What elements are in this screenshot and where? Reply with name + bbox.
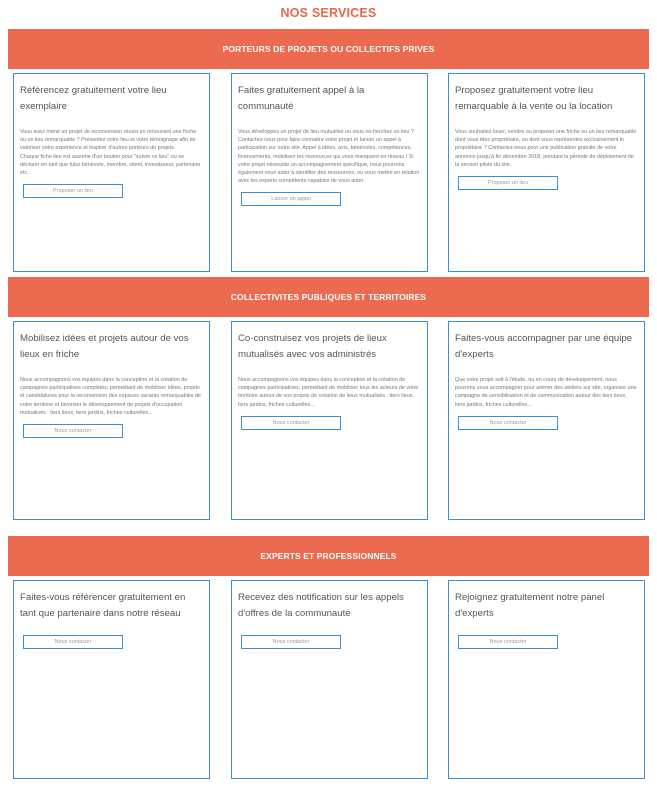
- contact-button[interactable]: Nous contacter: [458, 416, 558, 430]
- section-heading-porteurs: PORTEURS DE PROJETS OU COLLECTIFS PRIVES: [8, 29, 649, 69]
- service-card: [448, 580, 645, 779]
- service-card: [13, 580, 210, 779]
- section-heading-collectivites: COLLECTIVITES PUBLIQUES ET TERRITOIRES: [8, 277, 649, 317]
- card-text: Vous souhaitez louer, vendre ou proposer une friche ou un lieu remarquable dont vous êtes propriétaire, ou dont vous représentez exclusivement le propriétaire ? Contactez-nous pour une publication gratuite de votre annonce jusqu'à fin décembre 2018, pendant la période de déploiement de la version pilote du site.: [455, 129, 637, 168]
- card-title: Proposez gratuitement votre lieu remarquable à la vente ou la location: [455, 85, 613, 112]
- contact-button[interactable]: Nous contacter: [23, 424, 123, 438]
- page-title: NOS SERVICES: [280, 6, 377, 20]
- card-title: Mobilisez idées et projets autour de vos lieux en friche: [20, 333, 189, 360]
- service-card: [231, 73, 428, 272]
- service-card: [448, 321, 645, 520]
- service-card: [231, 580, 428, 779]
- card-text: Que votre projet soit à l'étude, ou en cours de développement, nous pouvons vous accompagner pour animer des ateliers sur site, organiser une campagne de sensibilisation et de communication autour des tiers lieux, tiers jardins, friches culturelles...: [455, 377, 637, 408]
- service-card: [231, 321, 428, 520]
- contact-button[interactable]: Nous contacter: [458, 635, 558, 649]
- card-title: Référencez gratuitement votre lieu exemplaire: [20, 85, 167, 112]
- propose-lieu-button[interactable]: Proposer un lieu: [23, 184, 123, 198]
- contact-button[interactable]: Nous contacter: [23, 635, 123, 649]
- card-title: Faites-vous accompagner par une équipe d'experts: [455, 333, 633, 360]
- card-title: Recevez des notification sur les appels d'offres de la communauté: [238, 592, 404, 619]
- card-text: Nous accompagnons vos équipes dans la conception et la création de campagnes participatives complètes, permettant de mobiliser idées, projets et candidatures pour la reconversion des espaces vacants remarquables de votre territoire et favoriser le développement de projets d'occupation mutualisés : tiers lieux, tiers jardins, friches culturelles...: [20, 377, 201, 416]
- card-title: Co-construisez vos projets de lieux mutualisés avec vos administrés: [238, 333, 387, 360]
- card-text: Nous accompagnons vos équipes dans la conception et la création de campagnes participatives, permettant de mobiliser tous les acteurs de votre territoire autour de vos projets de création de lieux mutualisés : tiers lieux, tiers jardins, friches culturelles...: [238, 377, 419, 408]
- section-heading-experts: EXPERTS ET PROFESSIONNELS: [8, 536, 649, 576]
- card-title: Rejoignez gratuitement notre panel d'experts: [455, 592, 605, 619]
- service-card: [13, 321, 210, 520]
- card-text: Vous développez un projet de lieu mutualisé ou vous recherchez un lieu ? Contactez-nous pour faire connaitre votre projet et lancer un appel à participation sur notre site. Appel à idées, avis, bénévoles, compétences, financements, mobilisez les ressources qui vous manquent en réseau ! Si votre projet nécessite un accompagnement spécifique, nous pourrons également vous aider à identifier des ressources, ou vous mettre en relation avec les experts compétents capables de vous aider.: [238, 129, 420, 185]
- card-text: Vous avez mené un projet de reconversion réussi en renouvant une friche ou un lieu remarquable ? Présentez votre lieu et votre témoignage afin de valoriser votre expérience et inspirer d'autres porteurs de projets. Chaque fiche lieu est assortie d'un bouton pour "suivre ce lieu" ou se déclarer en tant que futur bénévole, membre, client, investisseur, partenaire etc.: [20, 129, 201, 177]
- contact-button[interactable]: Nous contacter: [241, 635, 341, 649]
- service-card: [448, 73, 645, 272]
- service-card: [13, 73, 210, 272]
- card-title: Faites-vous référencer gratuitement en tant que partenaire dans notre réseau: [20, 592, 186, 619]
- propose-lieu-button[interactable]: Proposer un lieu: [458, 176, 558, 190]
- lancer-appel-button[interactable]: Lancer un appel: [241, 192, 341, 206]
- card-title: Faites gratuitement appel à la communauté: [238, 85, 365, 112]
- contact-button[interactable]: Nous contacter: [241, 416, 341, 430]
